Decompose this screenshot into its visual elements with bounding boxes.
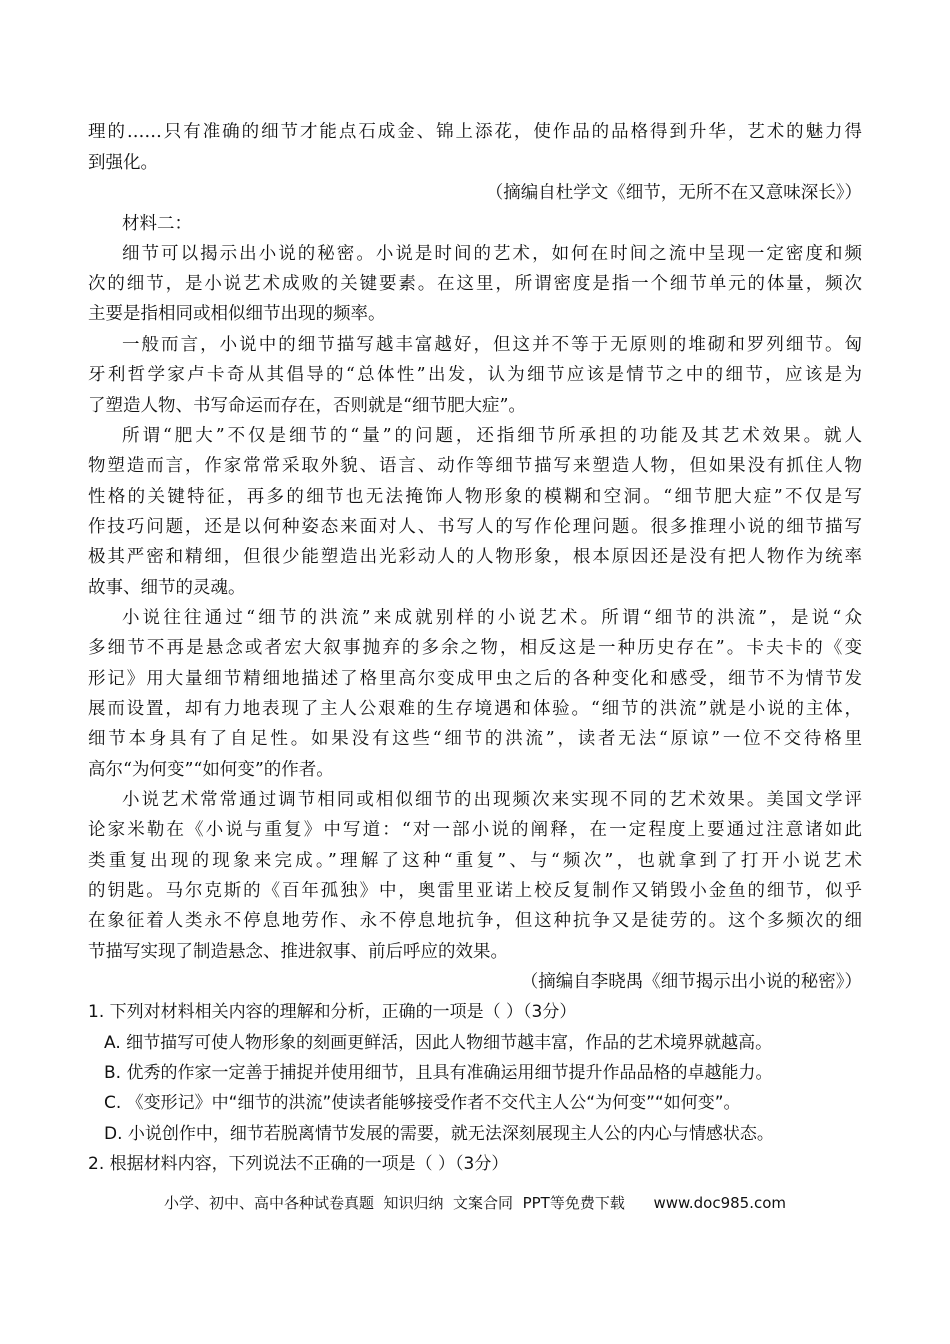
paragraph-line: 物塑造而言，作家常常采取外貌、语言、动作等细节描写来塑造人物，但如果没有抓住人物: [88, 456, 862, 476]
paragraph-line: 牙利哲学家卢卡奇从其倡导的“总体性”出发，认为细节应该是情节之中的细节，应该是为: [88, 365, 862, 385]
paragraph-line: 一般而言，小说中的细节描写越丰富越好，但这并不等于无原则的堆砌和罗列细节。匈: [122, 335, 862, 355]
paragraph-line: 类重复出现的现象来完成。”理解了这种“重复”、与“频次”，也就拿到了打开小说艺术: [88, 851, 862, 871]
page-footer: 小学、初中、高中各种试卷真题 知识归纳 文案合同 PPT等免费下载 www.doc985.com: [163, 1194, 787, 1212]
paragraph-line: 小说往往通过“细节的洪流”来成就别样的小说艺术。所谓“细节的洪流”，是说“众: [122, 608, 862, 628]
paragraph-line: 主要是指相同或相似细节出现的频率。: [88, 304, 386, 324]
question-1-option-c: C. 《变形记》中“细节的洪流”使读者能够接受作者不交代主人公“为何变”“如何变”。: [104, 1093, 741, 1113]
source-citation-1: （摘编自杜学文《细节，无所不在又意味深长》）: [485, 183, 862, 203]
paragraph-line: 性格的关键特征，再多的细节也无法掩饰人物形象的模糊和空洞。“细节肥大症”不仅是写: [88, 487, 862, 507]
paragraph-line: 故事、细节的灵魂。: [88, 578, 246, 598]
paragraph-line: 细节本身具有了自足性。如果没有这些“细节的洪流”，读者无法“原谅”一位不交待格里: [88, 729, 862, 749]
prev-paragraph-line: 到强化。: [88, 153, 158, 173]
paragraph-line: 细节可以揭示出小说的秘密。小说是时间的艺术，如何在时间之流中呈现一定密度和频: [122, 244, 862, 264]
paragraph-line: 的钥匙。马尔克斯的《百年孤独》中，奥雷里亚诺上校反复制作又销毁小金鱼的细节，似乎: [88, 881, 862, 901]
paragraph-line: 作技巧问题，还是以何种姿态来面对人、书写人的写作伦理问题。很多推理小说的细节描写: [88, 517, 862, 537]
question-1-stem: 1. 下列对材料相关内容的理解和分析，正确的一项是（ ）（3分）: [88, 1002, 577, 1022]
question-2-stem: 2. 根据材料内容，下列说法不正确的一项是（ ）（3分）: [88, 1154, 509, 1174]
paragraph-line: 论家米勒在《小说与重复》中写道：“对一部小说的阐释，在一定程度上要通过注意诸如此: [88, 820, 862, 840]
material-2-heading: 材料二：: [122, 214, 192, 234]
paragraph-line: 了塑造人物、书写命运而存在，否则就是“细节肥大症”。: [88, 396, 526, 416]
paragraph-line: 展而设置，却有力地表现了主人公艰难的生存境遇和体验。“细节的洪流”就是小说的主体，: [88, 699, 862, 719]
paragraph-line: 所谓“肥大”不仅是细节的“量”的问题，还指细节所承担的功能及其艺术效果。就人: [122, 426, 862, 446]
paragraph-line: 小说艺术常常通过调节相同或相似细节的出现频次来实现不同的艺术效果。美国文学评: [122, 790, 862, 810]
question-1-option-a: A. 细节描写可使人物形象的刻画更鲜活，因此人物细节越丰富，作品的艺术境界就越高。: [104, 1033, 773, 1053]
paragraph-line: 多细节不再是悬念或者宏大叙事抛弃的多余之物，相反这是一种历史存在”。卡夫卡的《变: [88, 638, 862, 658]
question-1-option-b: B. 优秀的作家一定善于捕捉并使用细节，且具有准确运用细节提升作品品格的卓越能力。: [104, 1063, 773, 1083]
question-1-option-d: D. 小说创作中，细节若脱离情节发展的需要，就无法深刻展现主人公的内心与情感状态。: [104, 1124, 774, 1144]
paragraph-line: 形记》用大量细节精细地描述了格里高尔变成甲虫之后的各种变化和感受，细节不为情节发: [88, 669, 862, 689]
paragraph-line: 极其严密和精细，但很少能塑造出光彩动人的人物形象，根本原因还是没有把人物作为统率: [88, 547, 862, 567]
source-citation-2: （摘编自李晓禺《细节揭示出小说的秘密》）: [520, 972, 862, 992]
paragraph-line: 高尔“为何变”“如何变”的作者。: [88, 760, 334, 780]
paragraph-line: 在象征着人类永不停息地劳作、永不停息地抗争，但这种抗争又是徒劳的。这个多频次的细: [88, 911, 862, 931]
paragraph-line: 节描写实现了制造悬念、推进叙事、前后呼应的效果。: [88, 942, 508, 962]
prev-paragraph-line: 理的……只有准确的细节才能点石成金、锦上添花，使作品的品格得到升华，艺术的魅力得: [88, 122, 862, 142]
paragraph-line: 次的细节，是小说艺术成败的关键要素。在这里，所谓密度是指一个细节单元的体量，频次: [88, 274, 862, 294]
